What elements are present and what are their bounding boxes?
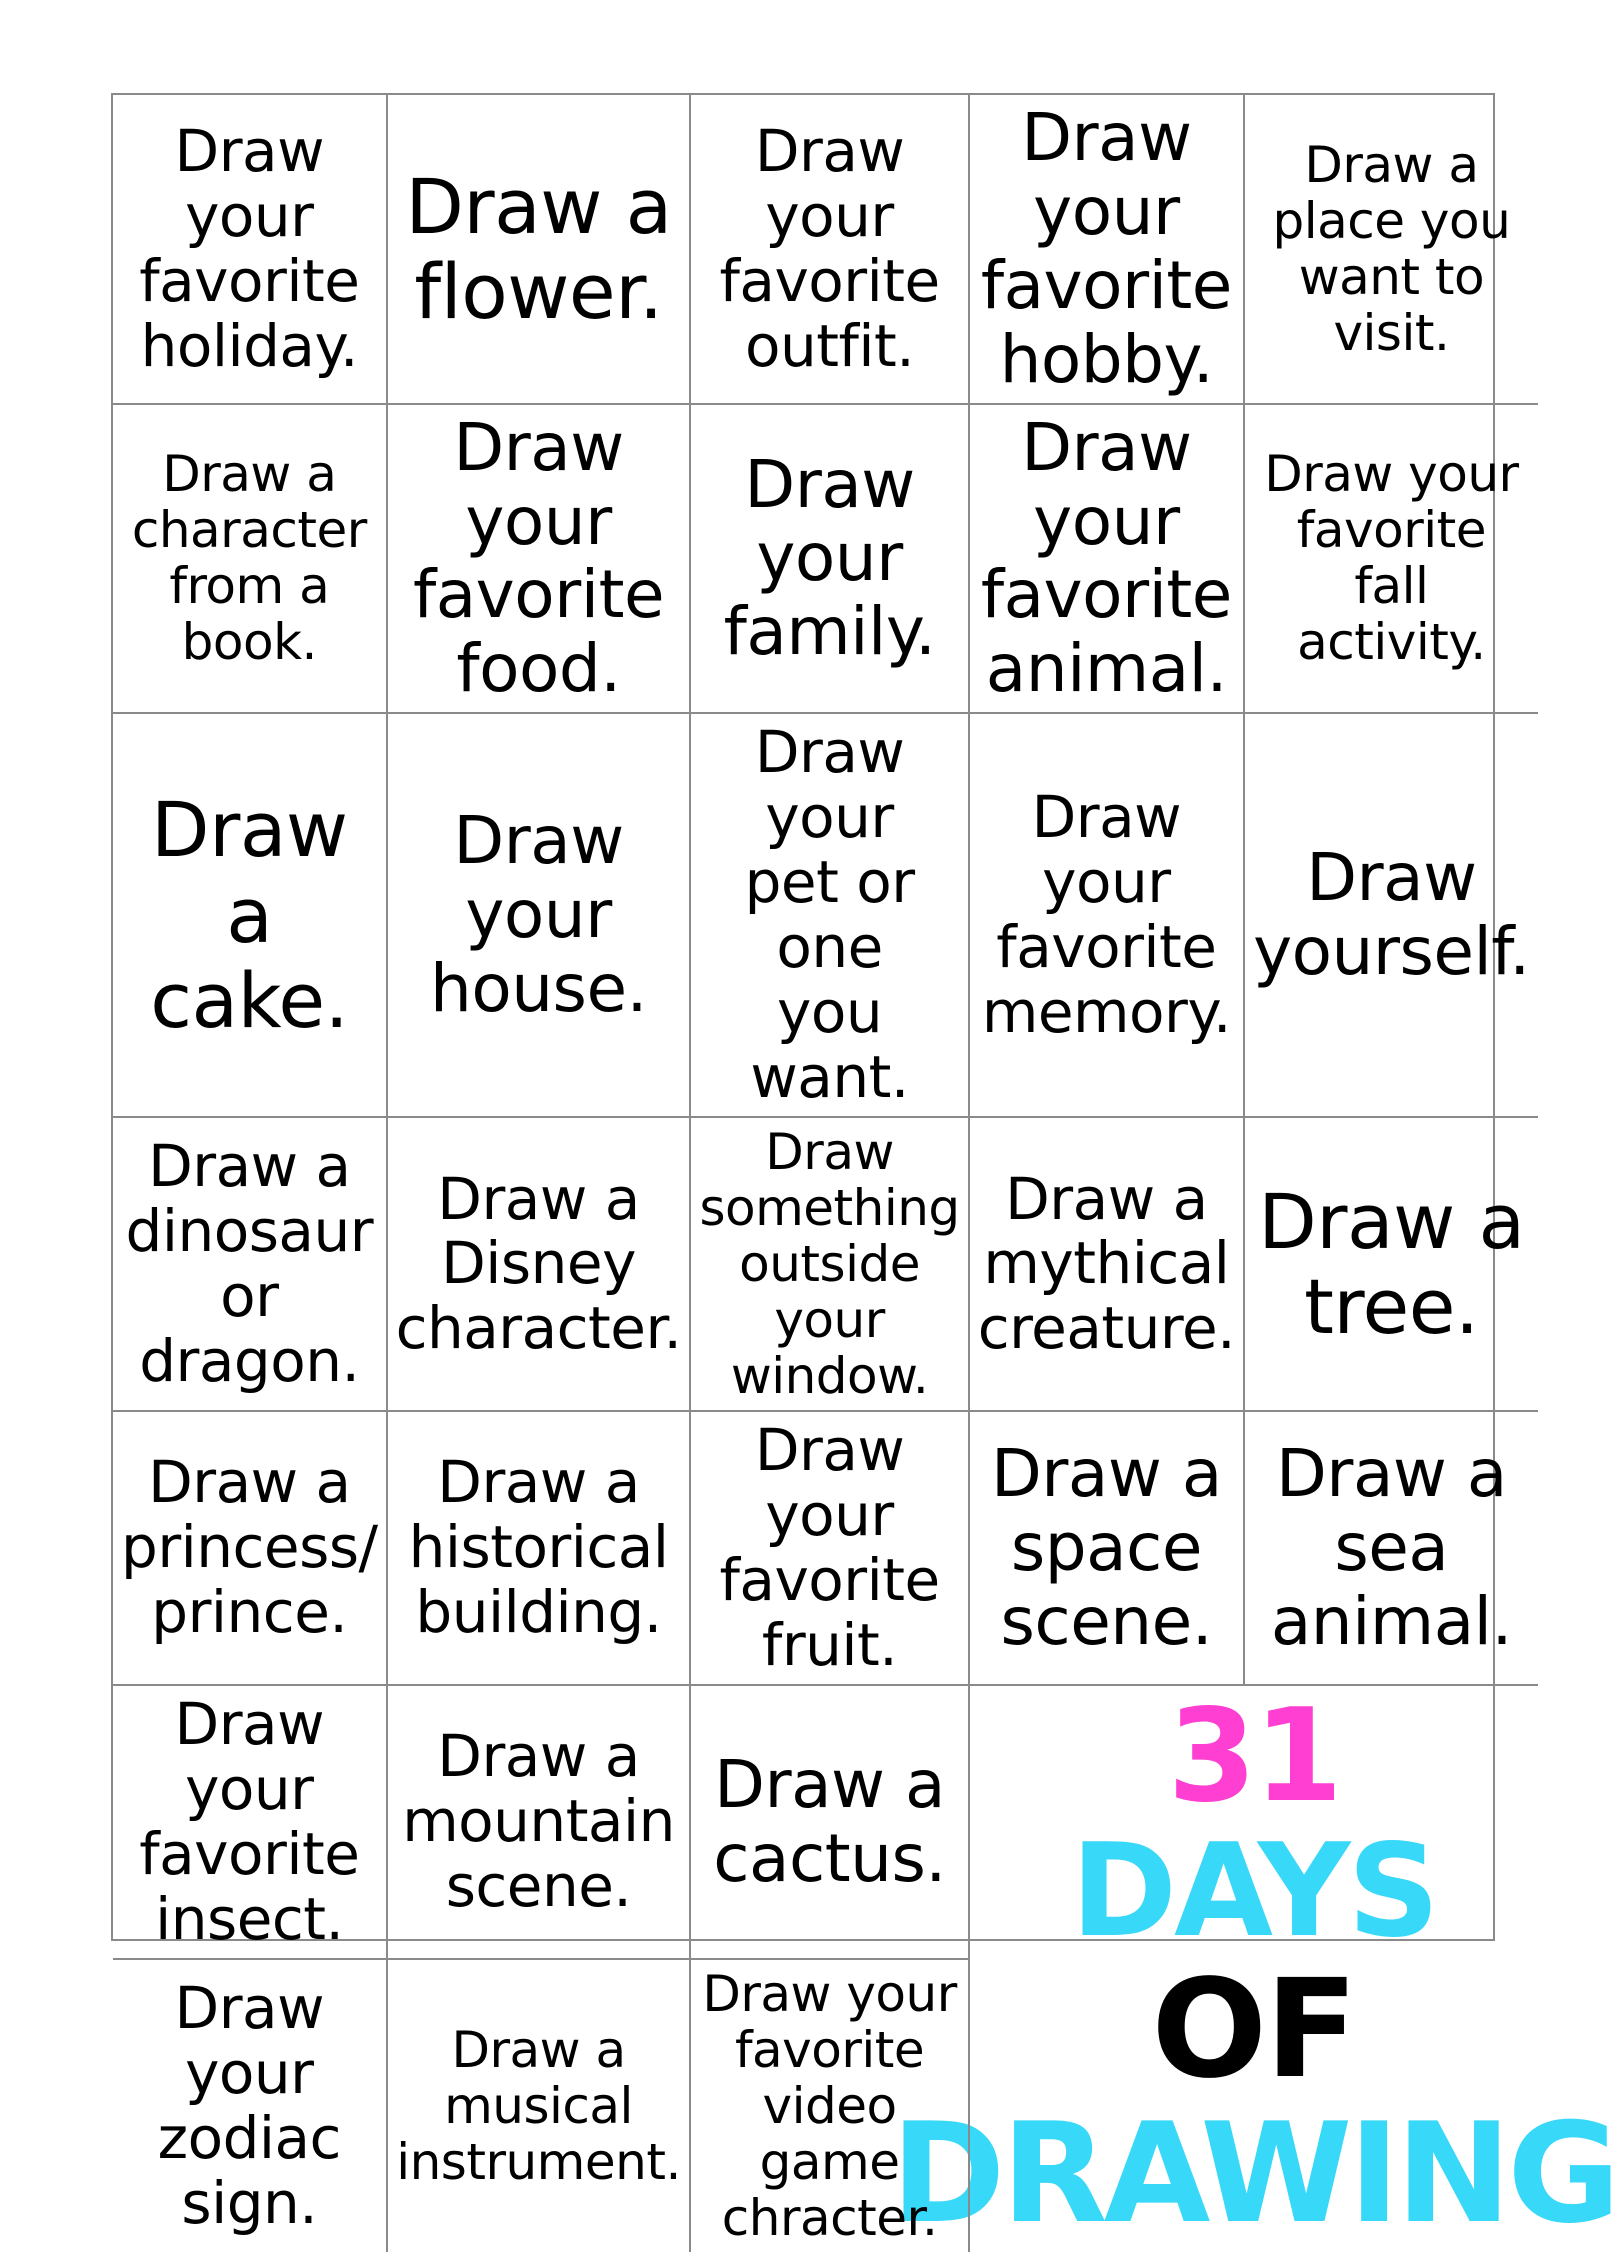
prompt-text: Draw a dinosaur or dragon.	[125, 1132, 374, 1395]
prompt-text: Draw your favorite holiday.	[139, 116, 360, 380]
prompt-cell	[113, 405, 388, 715]
prompt-cell	[970, 1412, 1245, 1686]
prompt-cell	[113, 1960, 388, 2252]
drawing-prompt-grid	[111, 93, 1617, 2254]
prompt-cell	[691, 1412, 969, 1686]
prompt-text: Draw your house.	[430, 802, 648, 1028]
prompt-text: Draw a musical instrument.	[396, 2020, 681, 2191]
prompt-text: Draw your favorite insect.	[139, 1689, 360, 1953]
prompt-cell	[691, 714, 969, 1118]
title-days: DAYS	[1070, 1816, 1437, 1966]
prompt-text: Draw your favorite hobby.	[980, 99, 1232, 398]
prompt-text: Draw a flower.	[405, 161, 672, 336]
prompt-text: Draw a princess/ prince.	[121, 1448, 378, 1647]
prompt-cell	[970, 405, 1245, 715]
prompt-cell	[970, 1118, 1245, 1412]
prompt-text: Draw your favorite animal.	[980, 408, 1232, 708]
prompt-cell	[113, 95, 388, 405]
prompt-cell	[691, 95, 969, 405]
prompt-cell	[970, 95, 1245, 405]
prompt-text: Draw your favorite fall activity.	[1264, 445, 1519, 672]
prompt-text: Draw your favorite video game chracter.	[702, 1964, 957, 2247]
prompt-cell	[388, 714, 692, 1118]
prompt-text: Draw your favorite fruit.	[719, 1415, 940, 1679]
prompt-text: Draw a historical building.	[408, 1448, 669, 1647]
prompt-cell	[1245, 1118, 1538, 1412]
prompt-cell	[1245, 95, 1538, 405]
prompt-cell	[691, 1118, 969, 1412]
title-block	[890, 1682, 1617, 2254]
prompt-cell	[388, 1412, 692, 1686]
prompt-text: Draw a tree.	[1258, 1176, 1525, 1351]
prompt-text: Draw a place you want to visit.	[1272, 135, 1511, 362]
prompt-cell	[1245, 714, 1538, 1118]
prompt-text: Draw your zodiac sign.	[157, 1973, 341, 2237]
prompt-cell	[691, 405, 969, 715]
prompt-cell	[113, 1412, 388, 1686]
prompt-cell	[388, 1118, 692, 1412]
prompt-cell	[1245, 405, 1538, 715]
prompt-cell	[113, 1118, 388, 1412]
prompt-text: Draw a space scene.	[990, 1435, 1222, 1660]
prompt-cell	[388, 95, 692, 405]
title-number: 31	[1167, 1682, 1340, 1832]
prompt-cell	[388, 405, 692, 715]
prompt-text: Draw your pet or one you want.	[744, 718, 915, 1112]
title-line-days	[970, 1682, 1538, 1966]
prompt-cell	[970, 714, 1245, 1118]
prompt-text: Draw a Disney character.	[395, 1164, 682, 1363]
prompt-cell	[388, 1960, 692, 2252]
prompt-text: Draw a character from a book.	[131, 445, 367, 672]
prompt-text: Draw something outside your window.	[699, 1122, 960, 1405]
prompt-cell	[113, 1686, 388, 1960]
prompt-text: Draw your favorite food.	[412, 408, 665, 708]
prompt-cell	[691, 1960, 969, 2252]
prompt-text: Draw a cake.	[150, 785, 349, 1045]
prompt-cell	[1245, 1412, 1538, 1686]
title-drawing: DRAWING	[890, 2093, 1617, 2254]
prompt-text: Draw a sea animal.	[1270, 1435, 1512, 1660]
prompt-text: Draw your favorite memory.	[981, 783, 1231, 1047]
prompt-text: Draw a mythical creature.	[977, 1164, 1236, 1363]
prompt-text: Draw your family.	[723, 445, 936, 671]
prompt-cell	[113, 714, 388, 1118]
prompt-cell	[691, 1686, 969, 1960]
prompt-text: Draw yourself.	[1253, 839, 1530, 991]
prompt-text: Draw a cactus.	[713, 1745, 946, 1897]
prompt-text: Draw a mountain scene.	[402, 1722, 675, 1921]
prompt-text: Draw your favorite outfit.	[719, 116, 940, 380]
title-of: OF	[1151, 1951, 1356, 2110]
prompt-cell	[388, 1686, 692, 1960]
